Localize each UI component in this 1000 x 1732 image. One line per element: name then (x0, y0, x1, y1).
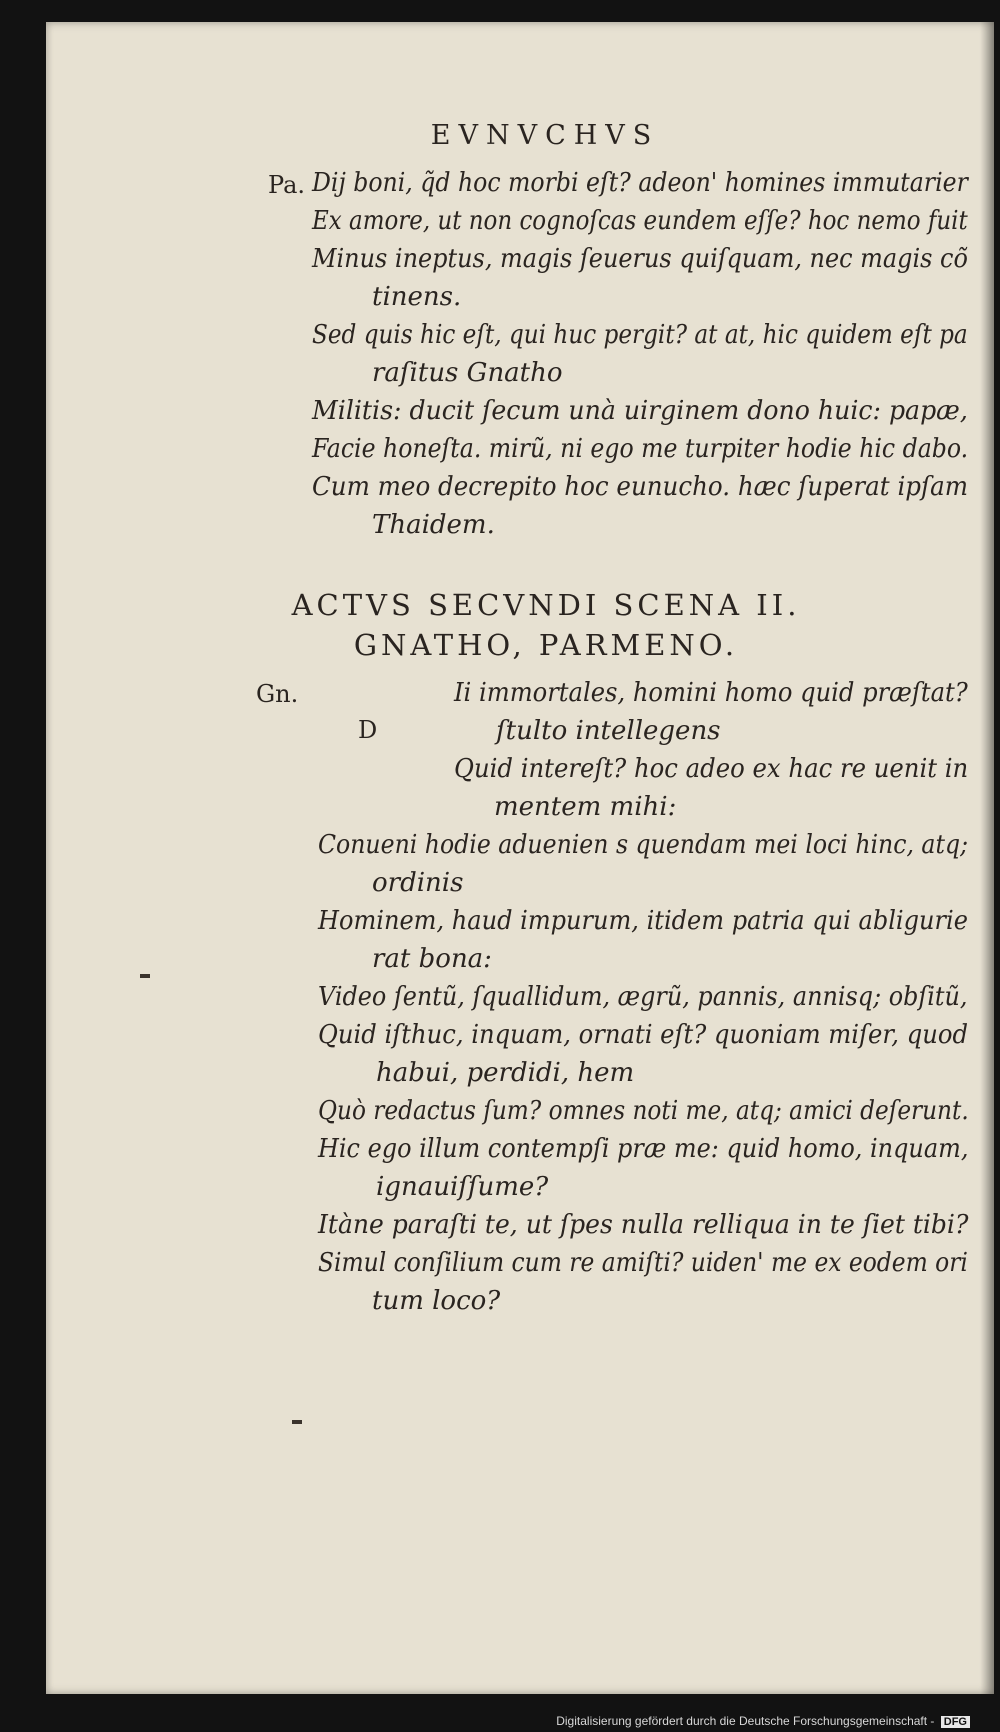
verse-line: Cum meo decrepito hoc eunucho. hæc ſuperat ipſam (312, 472, 969, 502)
credit-text: Digitalisierung gefördert durch die Deutsche Forschungsgemeinschaft - (556, 1714, 935, 1728)
initial-letter: D (358, 716, 378, 744)
verse-line-continuation: ordinis (372, 868, 464, 898)
ink-mark (292, 1420, 302, 1424)
verse-line: Simul conſilium cum re amiſti? uiden' me ex eodem ori (318, 1248, 968, 1278)
verse-line-continuation: tum loco? (372, 1286, 501, 1316)
ink-mark (140, 974, 150, 978)
verse-line-continuation: habui, perdidi, hem (376, 1058, 635, 1088)
verse-line-continuation: tinens. (372, 282, 462, 312)
verse-line-continuation: ſtulto intellegens (496, 716, 721, 746)
speaker-label-gnatho: Gn. (256, 680, 299, 708)
verse-line: Hic ego illum contempſi præ me: quid homo, inquam, (318, 1134, 969, 1164)
verse-line-continuation: mentem mihi: (494, 792, 677, 822)
scene-persons: GNATHO, PARMENO. (353, 628, 739, 662)
verse-line: Ii immortales, homini homo quid præſtat? (454, 678, 968, 708)
verse-line: Quid intereſt? hoc adeo ex hac re uenit in (454, 754, 969, 784)
digitization-credit (556, 1714, 970, 1728)
book-page (46, 22, 994, 1694)
verse-line: Quid iſthuc, inquam, ornati eſt? quoniam miſer, quod (318, 1020, 969, 1050)
verse-line: Itàne paraſti te, ut ſpes nulla relliqua in te ſiet tibi? (318, 1210, 969, 1240)
verse-line: Ex amore, ut non cognoſcas eundem eſſe? hoc nemo fuit (312, 206, 968, 236)
verse-line-continuation: Thaidem. (372, 510, 495, 540)
dfg-logo: DFG (941, 1716, 970, 1728)
verse-line: Facie honeſta. mirũ, ni ego me turpiter hodie hic dabo. (312, 434, 969, 464)
verse-line: Dij boni, q̃d hoc morbi eſt? adeon' homines immutarier (312, 168, 968, 198)
scene-title: ACTVS SECVNDI SCENA II. (291, 588, 801, 622)
verse-line: Sed quis hic eſt, qui huc pergit? at at, hic quidem eſt pa (312, 320, 968, 350)
verse-line: Quò redactus ſum? omnes noti me, atq; amici deſerunt. (318, 1096, 969, 1126)
verse-line-continuation: rat bona: (372, 944, 492, 974)
verse-line-continuation: raſitus Gnatho (372, 358, 563, 388)
verse-line: Hominem, haud impurum, itidem patria qui abligurie (318, 906, 968, 936)
verse-line: Conueni hodie aduenien s quendam mei loci hinc, atq; (318, 830, 969, 860)
running-head: EVNVCHVS (430, 120, 660, 151)
verse-line: Video ſentũ, ſquallidum, ægrũ, pannis, annisq; obſitũ, (318, 982, 968, 1012)
verse-line-continuation: ignauiſſume? (376, 1172, 549, 1202)
verse-line: Minus ineptus, magis ſeuerus quiſquam, nec magis cõ (312, 244, 968, 274)
verse-line: Militis: ducit ſecum unà uirginem dono huic: papæ, (312, 396, 968, 426)
speaker-label-parmeno: Pa. (268, 171, 306, 199)
